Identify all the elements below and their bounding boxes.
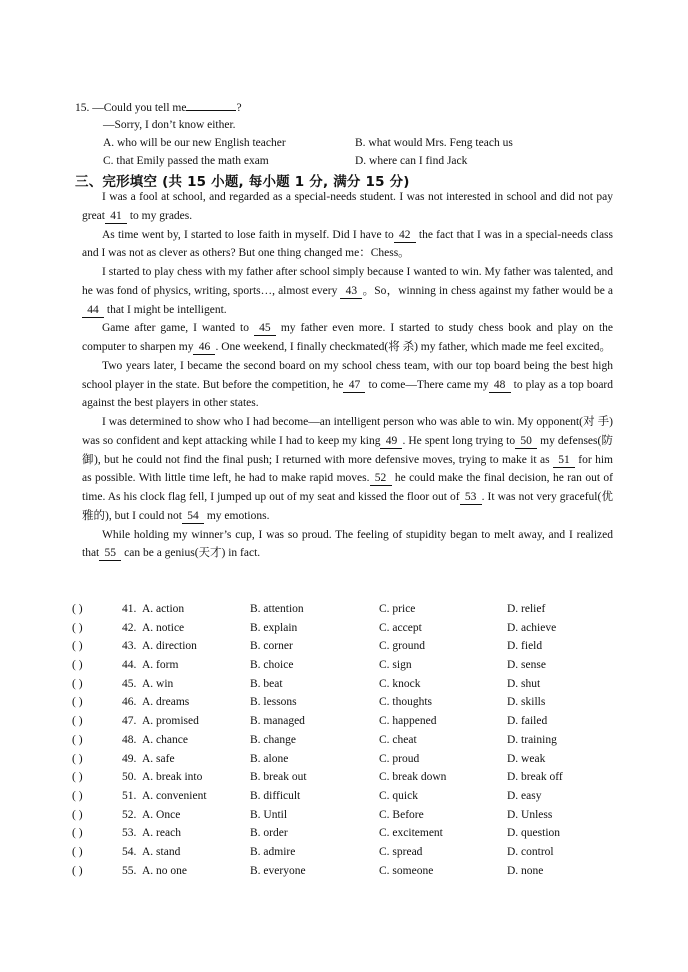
section-title: 三、完形填空 (共 15 小题, 每小题 1 分, 满分 15 分) xyxy=(75,174,410,190)
question-number: 52. xyxy=(122,808,137,821)
blank-44: 44 xyxy=(82,304,104,318)
option-a: A. promised xyxy=(142,715,199,728)
option-b: B. explain xyxy=(250,621,298,634)
option-c: C. happened xyxy=(379,715,437,728)
option-c: C. cheat xyxy=(379,733,417,746)
option-d: D. where can I find Jack xyxy=(355,155,468,167)
question-number: 49. xyxy=(122,752,137,765)
option-d: D. sense xyxy=(507,659,546,672)
option-row xyxy=(72,675,632,694)
option-d: D. skills xyxy=(507,696,546,709)
paragraph: Game after game, I wanted to 45 my father even more. I started to study chess book and play on the computer to sharpen my 46 . One weekend, I finally checkmated(将 杀) my father, which made me feel excited。 xyxy=(82,322,613,353)
option-a: A. action xyxy=(142,603,185,615)
answer-bracket[interactable]: ( ) xyxy=(72,603,83,615)
answer-bracket[interactable]: ( ) xyxy=(72,752,83,765)
option-a: A. win xyxy=(142,677,174,690)
blank-52: 52 xyxy=(370,472,392,486)
option-a: A. who will be our new English teacher xyxy=(103,137,286,149)
question-number: 43. xyxy=(122,640,137,653)
blank-41: 41 xyxy=(105,210,127,224)
option-a: A. Once xyxy=(142,808,181,821)
option-row xyxy=(72,824,632,843)
blank-45: 45 xyxy=(254,322,276,336)
option-b: B. beat xyxy=(250,677,283,690)
question-number: 50. xyxy=(122,771,137,784)
option-row xyxy=(72,731,632,750)
answer-bracket[interactable]: ( ) xyxy=(72,733,83,746)
question-number: 51. xyxy=(122,789,137,802)
option-a: A. notice xyxy=(142,621,185,634)
question-15-stem xyxy=(75,98,635,116)
option-row xyxy=(72,712,632,731)
option-row xyxy=(72,787,632,806)
option-d: D. weak xyxy=(507,752,546,765)
option-row xyxy=(72,619,632,638)
answer-bracket[interactable]: ( ) xyxy=(72,677,83,690)
option-a: A. dreams xyxy=(142,696,190,709)
question-15-response: —Sorry, I don’t know either. xyxy=(103,119,236,131)
cloze-passage xyxy=(82,188,613,563)
option-b: B. alone xyxy=(250,752,289,765)
option-d: D. Unless xyxy=(507,808,553,821)
option-b: B. what would Mrs. Feng teach us xyxy=(355,137,513,149)
answer-bracket[interactable]: ( ) xyxy=(72,640,83,653)
answer-bracket[interactable]: ( ) xyxy=(72,827,83,840)
option-row xyxy=(72,768,632,787)
option-c: C. accept xyxy=(379,621,422,634)
option-row xyxy=(72,806,632,825)
option-row xyxy=(72,843,632,862)
option-b: B. order xyxy=(250,827,288,840)
blank-42: 42 xyxy=(394,229,416,243)
question-number: 55. xyxy=(122,864,137,877)
paragraph: I started to play chess with my father after school simply because I wanted to win. My father was talented, and he was fond of physics, writing, sports…, almost every 43 。So，winning in chess against my father would be a44 that I might be intelligent. xyxy=(82,266,613,316)
paragraph: I was determined to show who I had become—an intelligent person who was able to win. My opponent(对 手) was so confident and kept attacking while I had to keep my king 49 . He spent long trying to 50 my defenses(防 御), but he could not find the final push; I returned with more defensive moves, trying to make it as 51 for him as possible. With little time left, he had to make rapid moves. 52 he could make the final decision, he ran out of time. As his clock flag fell, I jumped up out of my seat and kissed the floor out of 53 . It was not very graceful(优雅的), but I could not 54 my emotions. xyxy=(82,416,614,522)
option-d: D. none xyxy=(507,864,544,877)
option-d: D. break off xyxy=(507,771,563,784)
answer-bracket[interactable]: ( ) xyxy=(72,789,83,802)
option-a: A. chance xyxy=(142,733,188,746)
option-c: C. break down xyxy=(379,771,447,784)
option-c: C. quick xyxy=(379,789,418,802)
paragraph: While holding my winner’s cup, I was so proud. The feeling of stupidity began to melt away, and I realized that 55 can be a genius(天才) in fact. xyxy=(82,528,613,560)
option-a: A. break into xyxy=(142,771,203,784)
option-b: B. attention xyxy=(250,603,304,615)
option-a: A. form xyxy=(142,659,179,672)
blank-53: 53 xyxy=(460,491,482,505)
blank-46: 46 xyxy=(193,341,215,355)
option-c: C. thoughts xyxy=(379,696,433,709)
option-row xyxy=(72,656,632,675)
option-b: B. difficult xyxy=(250,789,301,802)
option-c: C. sign xyxy=(379,659,412,672)
question-15-stem-end: ? xyxy=(236,102,242,114)
option-b: B. break out xyxy=(250,771,307,784)
option-c: C. spread xyxy=(379,845,423,858)
option-c: C. excitement xyxy=(379,827,443,840)
question-number: 42. xyxy=(122,621,137,634)
paragraph: I was a fool at school, and regarded as a special-needs student. I was not interested in school and did not pay great 41 to my grades. xyxy=(82,191,613,222)
option-b: B. lessons xyxy=(250,696,297,709)
option-d: D. failed xyxy=(507,715,548,728)
question-15-stem-text: 15. —Could you tell me xyxy=(75,102,187,114)
option-a: A. reach xyxy=(142,827,181,840)
answer-bracket[interactable]: ( ) xyxy=(72,621,83,634)
blank-49: 49 xyxy=(380,435,402,449)
option-row xyxy=(72,693,632,712)
option-row xyxy=(72,862,632,881)
option-d: D. relief xyxy=(507,603,546,615)
option-c: C. ground xyxy=(379,640,425,653)
option-c: C. knock xyxy=(379,677,421,690)
option-row xyxy=(72,637,632,656)
option-a: A. direction xyxy=(142,640,197,653)
option-d: D. training xyxy=(507,733,557,746)
option-d: D. question xyxy=(507,827,561,840)
blank-47: 47 xyxy=(343,379,365,393)
option-c: C. price xyxy=(379,603,416,615)
answer-bracket[interactable]: ( ) xyxy=(72,659,83,672)
question-number: 45. xyxy=(122,677,137,690)
option-a: A. no one xyxy=(142,864,188,877)
question-15-options-row-1 xyxy=(75,134,635,152)
question-number: 47. xyxy=(122,715,137,728)
answer-bracket[interactable]: ( ) xyxy=(72,771,83,784)
option-c: C. someone xyxy=(379,864,434,877)
question-number: 44. xyxy=(122,659,137,672)
option-a: A. stand xyxy=(142,845,181,858)
option-row xyxy=(72,750,632,769)
option-b: B. change xyxy=(250,733,296,746)
paragraph: Two years later, I became the second board on my school chess team, with our top board being the best high school player in the state. But before the competition, he 47 to come—There came my 48 to play as a top board against the best players in other states. xyxy=(82,359,613,410)
question-15-options-row-2 xyxy=(75,152,635,170)
option-b: B. choice xyxy=(250,659,294,672)
option-b: B. everyone xyxy=(250,864,306,877)
option-c: C. that Emily passed the math exam xyxy=(103,155,269,167)
question-15 xyxy=(75,98,635,170)
option-c: C. Before xyxy=(379,808,424,821)
blank-48: 48 xyxy=(489,379,511,393)
option-a: A. safe xyxy=(142,752,175,765)
question-number: 41. xyxy=(122,603,137,615)
paragraph: As time went by, I started to lose faith in myself. Did I have to 42 the fact that I was in a special-needs class and I was not as clever as others? But one thing changed me：Chess。 xyxy=(82,228,613,260)
option-row xyxy=(72,600,632,619)
option-b: B. corner xyxy=(250,640,293,653)
answer-bracket[interactable]: ( ) xyxy=(72,845,83,858)
blank-51: 51 xyxy=(553,454,575,468)
blank-43: 43 xyxy=(340,285,362,299)
option-a: A. convenient xyxy=(142,789,207,802)
option-b: B. managed xyxy=(250,715,305,728)
option-b: B. Until xyxy=(250,808,288,821)
option-d: D. control xyxy=(507,845,554,858)
blank-55: 55 xyxy=(99,547,121,561)
answer-bracket[interactable]: ( ) xyxy=(72,715,83,728)
option-c: C. proud xyxy=(379,752,420,765)
option-d: D. achieve xyxy=(507,621,557,634)
blank-54: 54 xyxy=(182,510,204,524)
question-number: 48. xyxy=(122,733,137,746)
question-number: 54. xyxy=(122,845,137,858)
answer-bracket[interactable]: ( ) xyxy=(72,696,83,709)
question-number: 53. xyxy=(122,827,137,840)
blank-50: 50 xyxy=(515,435,537,449)
option-d: D. easy xyxy=(507,789,542,802)
option-d: D. field xyxy=(507,640,543,653)
cloze-options xyxy=(72,600,632,880)
answer-bracket[interactable]: ( ) xyxy=(72,808,83,821)
answer-blank[interactable] xyxy=(186,98,236,111)
answer-bracket[interactable]: ( ) xyxy=(72,864,83,877)
option-b: B. admire xyxy=(250,845,296,858)
question-number: 46. xyxy=(122,696,137,709)
option-d: D. shut xyxy=(507,677,541,690)
